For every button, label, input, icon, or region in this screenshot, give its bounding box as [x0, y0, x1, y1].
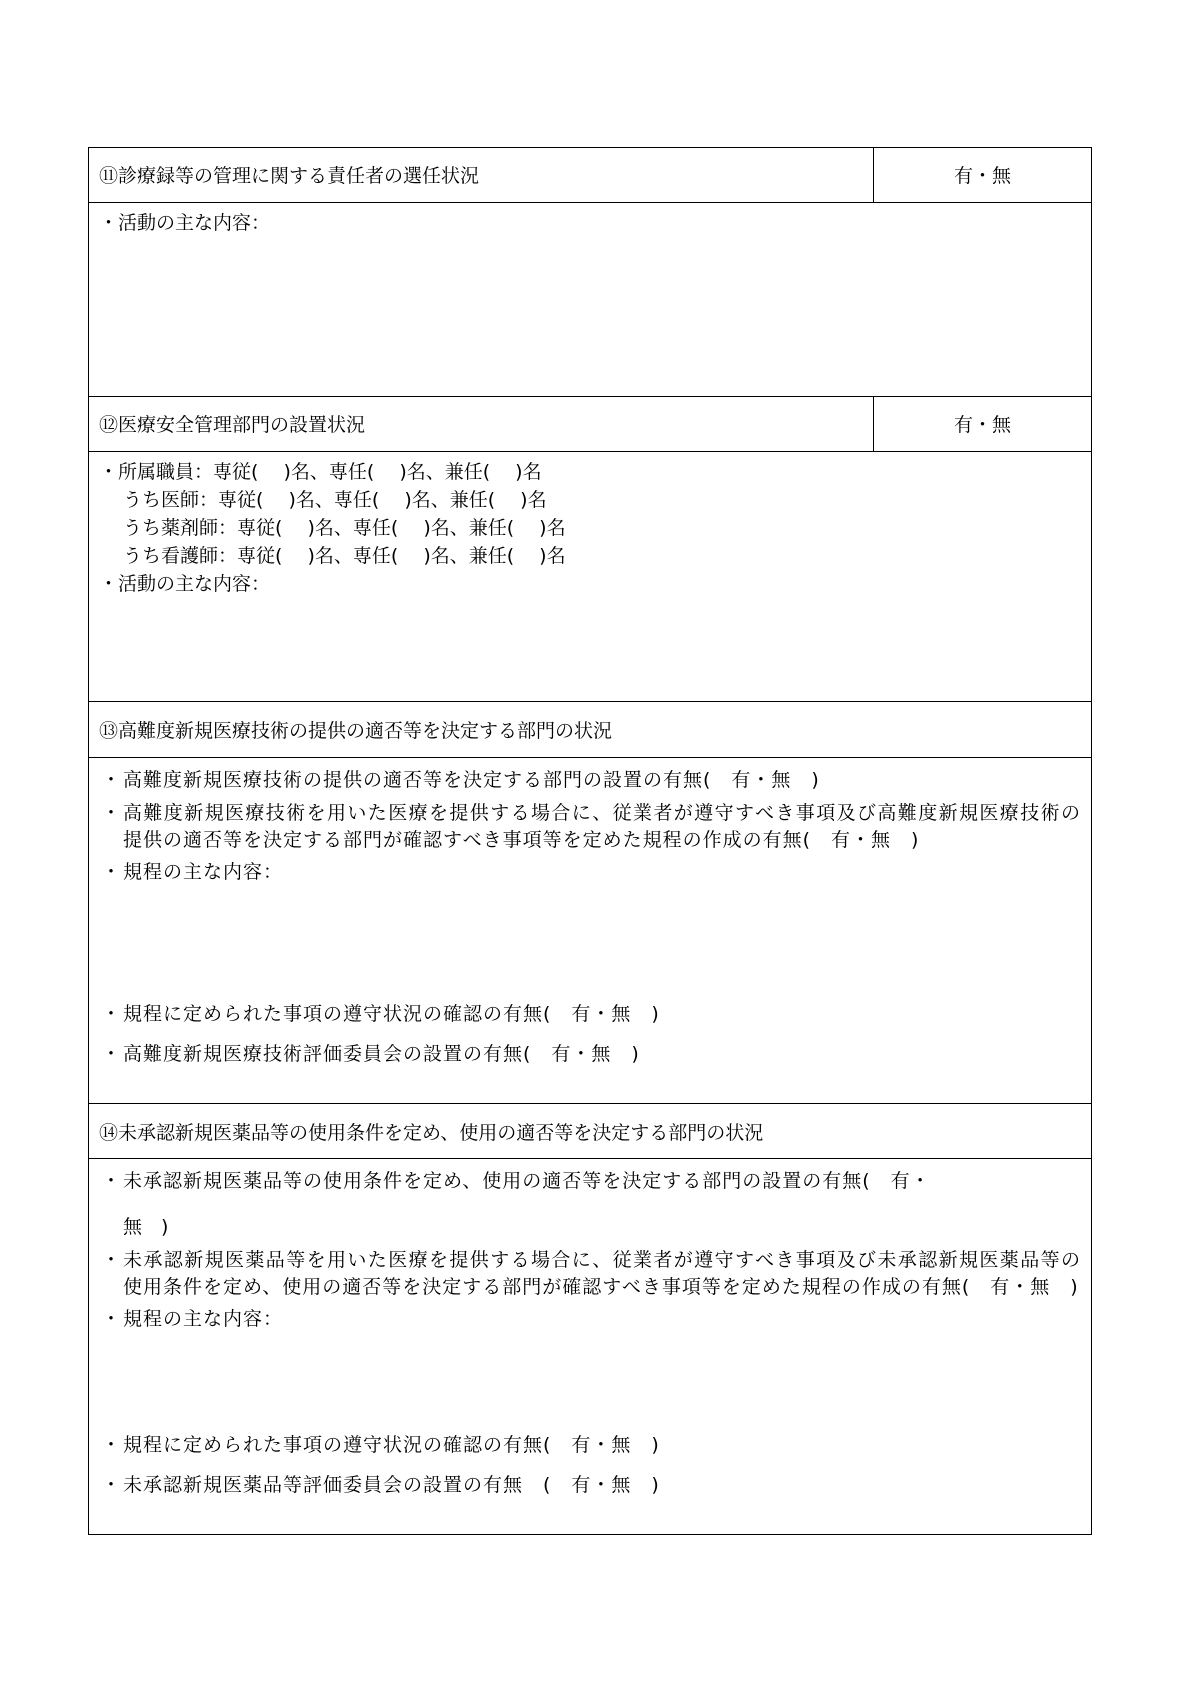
s13-item-committee: ・ 高難度新規医療技術評価委員会の設置の有無( 有・無 ) [101, 1043, 640, 1065]
section-14-header [89, 1104, 1091, 1159]
staff-line-all: ・所属職員：専従( )名、専任( )名、兼任( )名 [99, 461, 542, 483]
section-13-body [89, 758, 1091, 1104]
section-12-yes-no: 有・無 [873, 397, 1091, 451]
s14-item-rules: ・ 未承認新規医薬品等を用いた医療を提供する場合に、従業者が遵守すべき事項及び未承認新規医薬品等の使用条件を定め、使用の適否等を決定する部門が確認すべき事項等を定めた規程の作成の有無( 有・無 ) [101, 1249, 1081, 1298]
s14-item-department: ・ 未承認新規医薬品等の使用条件を定め、使用の適否等を決定する部門の設置の有無( 有・ [101, 1170, 931, 1192]
section-11-yes-no: 有・無 [873, 148, 1091, 202]
staff-line-pharmacists: うち薬剤師：専従( )名、専任( )名、兼任( )名 [123, 517, 566, 539]
section-13-header [89, 702, 1091, 758]
section-11-header [89, 148, 1091, 203]
s13-item-rules: ・ 高難度新規医療技術を用いた医療を提供する場合に、従業者が遵守すべき事項及び高難度新規医療技術の提供の適否等を決定する部門が確認すべき事項等を定めた規程の作成の有無( 有・無 ) [101, 802, 1081, 851]
section-14-title: ⑭未承認新規医薬品等の使用条件を定め、使用の適否等を決定する部門の状況 [99, 1122, 764, 1144]
section-13-title: ⑬高難度新規医療技術の提供の適否等を決定する部門の状況 [99, 720, 613, 742]
section-11-activity-label: ・活動の主な内容： [99, 212, 271, 234]
s14-item-compliance: ・ 規程に定められた事項の遵守状況の確認の有無( 有・無 ) [101, 1434, 660, 1456]
staff-line-doctors: うち医師：専従( )名、専任( )名、兼任( )名 [123, 489, 547, 511]
section-14-body [89, 1159, 1091, 1534]
s13-item-compliance: ・ 規程に定められた事項の遵守状況の確認の有無( 有・無 ) [101, 1003, 660, 1025]
staff-line-nurses: うち看護師：専従( )名、専任( )名、兼任( )名 [123, 545, 566, 567]
section-12-activity-label: ・活動の主な内容： [99, 573, 271, 595]
s13-item-rules-content: ・ 規程の主な内容： [101, 861, 284, 883]
section-12-header [89, 397, 1091, 452]
s13-item-department: ・ 高難度新規医療技術の提供の適否等を決定する部門の設置の有無( 有・無 ) [101, 769, 820, 791]
s14-item-committee: ・ 未承認新規医薬品等評価委員会の設置の有無 ( 有・無 ) [101, 1474, 660, 1496]
form-table [88, 147, 1092, 1535]
s14-item-department-cont: 無 ) [123, 1216, 169, 1238]
section-11-title: ⑪診療録等の管理に関する責任者の選任状況 [99, 165, 480, 187]
s14-item-rules-content: ・ 規程の主な内容： [101, 1308, 284, 1330]
section-12-body [89, 452, 1091, 702]
section-12-title: ⑫医療安全管理部門の設置状況 [99, 414, 366, 436]
section-11-body [89, 203, 1091, 397]
